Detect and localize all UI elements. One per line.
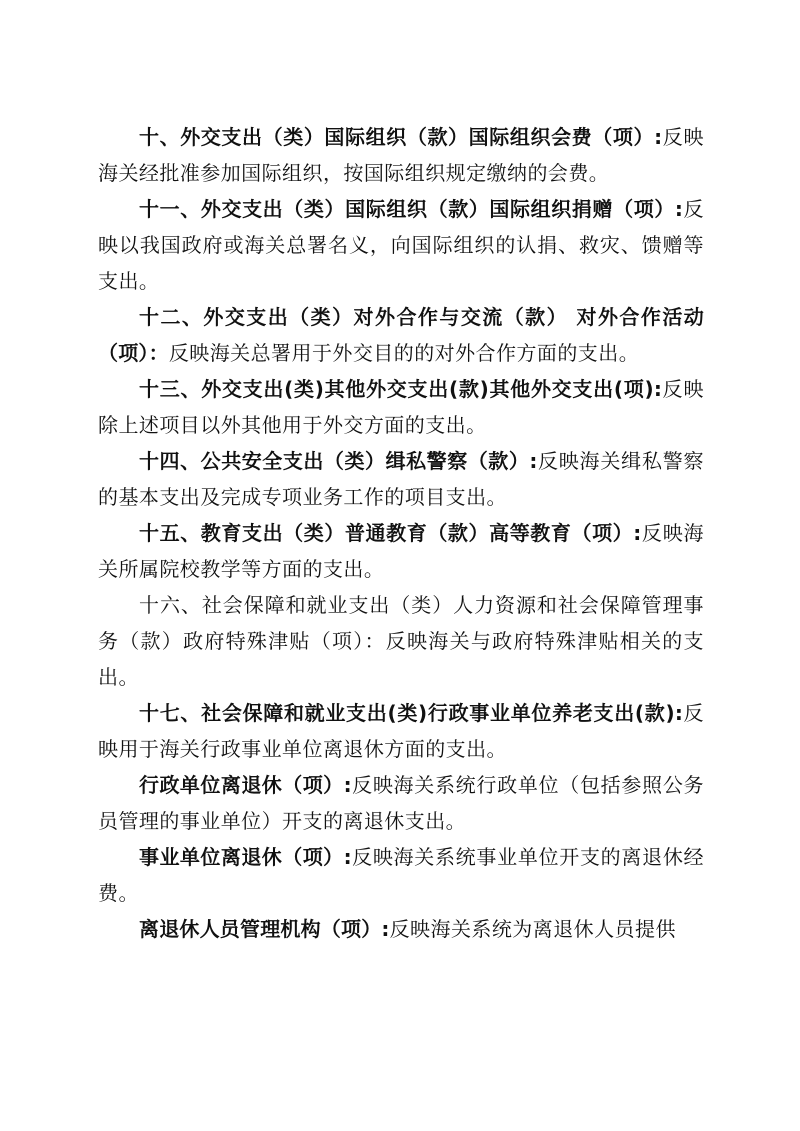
paragraph-13 (98, 371, 704, 443)
paragraph-institution-retirement (98, 839, 704, 911)
paragraph-admin-retirement (98, 767, 704, 839)
paragraph-heading: 十二、外交支出（类）对外合作与交流（款） 对外合作活动（项）： (98, 305, 704, 365)
paragraph-heading: 十四、公共安全支出（类）缉私警察（款）: (139, 449, 538, 473)
paragraph-12 (98, 299, 704, 371)
paragraph-text: 反映海关经批准参加国际组织，按国际组织规定缴纳的会费。 (98, 125, 705, 185)
paragraph-text: 十六、社会保障和就业支出（类）人力资源和社会保障管理事务（款）政府特殊津贴（项）：反映海关与政府特殊津贴相关的支出。 (98, 593, 704, 689)
paragraph-11 (98, 191, 704, 299)
paragraph-text: 反映用于海关行政事业单位离退休方面的支出。 (98, 701, 704, 761)
paragraph-text: 反映海关所属院校教学等方面的支出。 (98, 521, 705, 581)
document-body (98, 119, 704, 947)
paragraph-text: 反映以我国政府或海关总署名义，向国际组织的认捐、救灾、馈赠等支出。 (98, 197, 705, 293)
paragraph-14 (98, 443, 704, 515)
paragraph-15 (98, 515, 704, 587)
paragraph-17 (98, 695, 704, 767)
paragraph-heading: 十七、社会保障和就业支出(类)行政事业单位养老支出(款): (139, 701, 684, 725)
paragraph-text: 反映海关缉私警察的基本支出及完成专项业务工作的项目支出。 (98, 449, 704, 509)
paragraph-heading: 离退休人员管理机构（项）: (139, 917, 390, 941)
paragraph-heading: 行政单位离退休（项）: (139, 773, 352, 797)
paragraph-heading: 十三、外交支出(类)其他外交支出(款)其他外交支出(项): (139, 377, 663, 401)
paragraph-retiree-management (98, 911, 704, 947)
paragraph-text: 反映除上述项目以外其他用于外交方面的支出。 (98, 377, 704, 437)
paragraph-heading: 十、外交支出（类）国际组织（款）国际组织会费（项）: (139, 125, 663, 149)
paragraph-text: 反映海关系统为离退休人员提供 (389, 917, 676, 941)
paragraph-heading: 十五、教育支出（类）普通教育（款）高等教育（项）: (139, 521, 642, 545)
paragraph-heading: 十一、外交支出（类）国际组织（款）国际组织捐赠（项）: (139, 197, 684, 221)
paragraph-16 (98, 587, 704, 695)
paragraph-text: 反映海关系统事业单位开支的离退休经费。 (98, 845, 704, 905)
paragraph-text: 反映海关系统行政单位（包括参照公务员管理的事业单位）开支的离退休支出。 (98, 773, 704, 833)
paragraph-10 (98, 119, 704, 191)
paragraph-heading: 事业单位离退休（项）: (139, 845, 352, 869)
paragraph-text: 反映海关总署用于外交目的的对外合作方面的支出。 (168, 341, 640, 365)
